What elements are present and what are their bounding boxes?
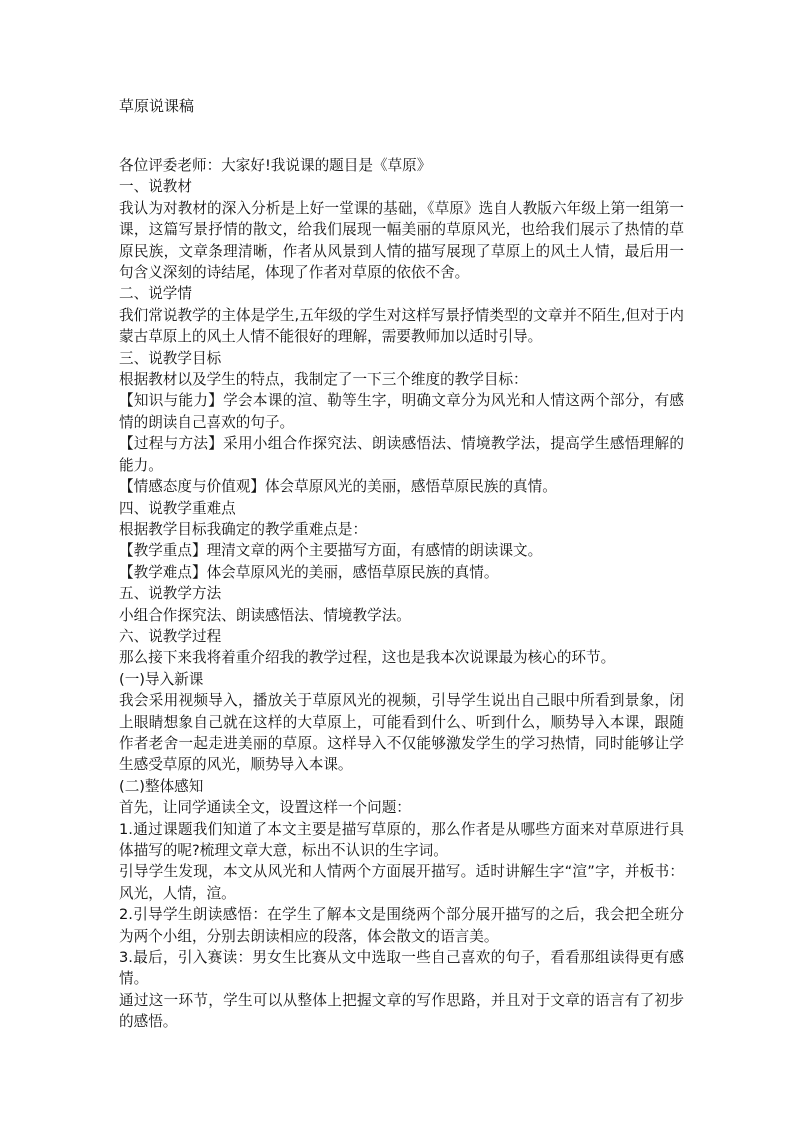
body-paragraph: 我会采用视频导入，播放关于草原风光的视频，引导学生说出自己眼中所看到景象，闭上眼睛想象自己就在这样的大草原上，可能看到什么、听到什么，顺势导入本课，跟随作者老舍一起走进美丽的草原。这样导入不仅能够激发学生的学习热情，同时能够让学生感受草原的风光，顺势导入本课。 xyxy=(119,692,684,774)
body-paragraph: 我认为对教材的深入分析是上好一堂课的基础，《草原》选自人教版六年级上第一组第一课，这篇写景抒情的散文，给我们展现一幅美丽的草原风光，也给我们展示了热情的草原民族，文章条理清晰，作者从风景到人情的描写展现了草原上的风土人情，最后用一句含义深刻的诗结尾，体现了作者对草原的依依不舍。 xyxy=(119,199,684,282)
document-title: 草原说课稿 xyxy=(119,97,195,115)
body-paragraph: 通过这一环节，学生可以从整体上把握文章的写作思路，并且对于文章的语言有了初步的感悟。 xyxy=(119,991,684,1031)
body-paragraph: 3.最后，引入赛读：男女生比赛从文中选取一些自己喜欢的句子，看看那组读得更有感情。 xyxy=(119,949,684,988)
body-paragraph: 【情感态度与价值观】体会草原风光的美丽，感悟草原民族的真情。 xyxy=(119,478,557,496)
section-heading: 六、说教学过程 xyxy=(119,627,222,645)
body-paragraph: 小组合作探究法、朗读感悟法、情境教学法。 xyxy=(119,606,411,624)
body-paragraph: 那么接下来我将着重介绍我的教学过程，这也是我本次说课最为核心的环节。 xyxy=(119,649,616,667)
body-paragraph: 【教学重点】理清文章的两个主要描写方面，有感情的朗读课文。 xyxy=(119,542,543,560)
section-heading: 三、说教学目标 xyxy=(119,349,222,367)
document-body xyxy=(119,155,684,1033)
body-paragraph: 引导学生发现，本文从风光和人情两个方面展开描写。适时讲解生字“渲”字，并板书：风光，人情，渲。 xyxy=(119,863,684,902)
subsection-heading: (一)导入新课 xyxy=(119,670,204,688)
body-paragraph: 2.引导学生朗读感悟：在学生了解本文是围绕两个部分展开描写的之后，我会把全班分为两个小组，分别去朗读相应的段落，体会散文的语言美。 xyxy=(119,906,684,945)
subsection-heading: (二)整体感知 xyxy=(119,777,204,795)
document-page xyxy=(119,95,684,1033)
body-paragraph: 根据教材以及学生的特点，我制定了一下三个维度的教学目标： xyxy=(119,371,528,389)
section-heading: 五、说教学方法 xyxy=(119,585,222,603)
body-paragraph: 首先，让同学通读全文，设置这样一个问题： xyxy=(119,799,411,817)
section-heading: 二、说学情 xyxy=(119,285,192,303)
greeting-paragraph: 各位评委老师：大家好!我说课的题目是《草原》 xyxy=(119,157,432,174)
section-heading: 一、说教材 xyxy=(119,178,192,196)
body-paragraph: 根据教学目标我确定的教学重难点是： xyxy=(119,520,368,538)
body-paragraph: 【知识与能力】学会本课的渲、勒等生字，明确文章分为风光和人情这两个部分，有感情的朗读自己喜欢的句子。 xyxy=(119,392,684,431)
body-paragraph: 1.通过课题我们知道了本文主要是描写草原的，那么作者是从哪些方面来对草原进行具体描写的呢?梳理文章大意，标出不认识的生字词。 xyxy=(119,820,684,859)
body-paragraph: 【过程与方法】采用小组合作探究法、朗读感悟法、情境教学法，提高学生感悟理解的能力。 xyxy=(119,435,684,474)
body-paragraph: 我们常说教学的主体是学生,五年级的学生对这样写景抒情类型的文章并不陌生,但对于内蒙古草原上的风土人情不能很好的理解，需要教师加以适时引导。 xyxy=(119,306,684,346)
section-heading: 四、说教学重难点 xyxy=(119,499,236,517)
body-paragraph: 【教学难点】体会草原风光的美丽，感悟草原民族的真情。 xyxy=(119,563,499,581)
